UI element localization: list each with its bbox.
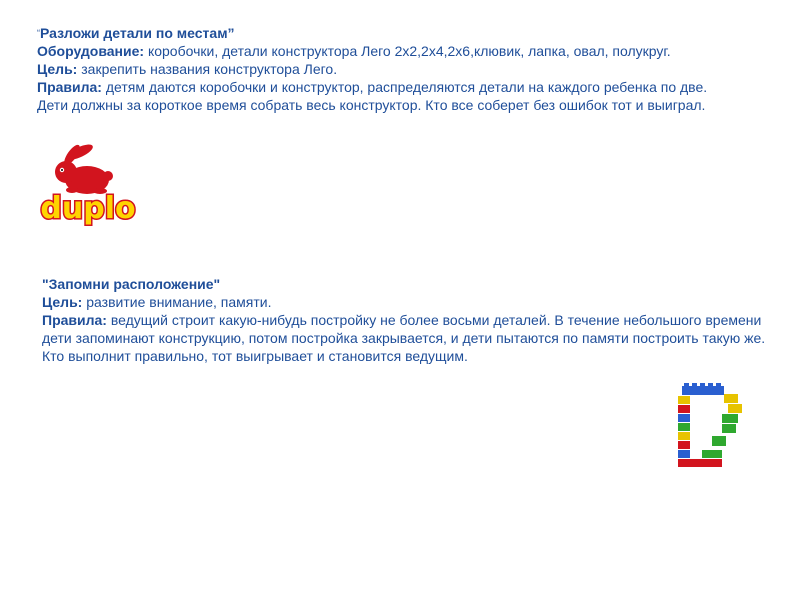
logo-text: duplo — [40, 191, 136, 226]
duplo-logo — [32, 138, 144, 230]
rules-text: ведущий строит какую-нибудь постройку не более восьми деталей. В течение небольшого времени дети запоминают конструкцию, потом постройка закрывается, и дети пытаются по памяти построить такую же. Кто выполнит правильно, тот выигрывает и становится ведущим. — [42, 312, 766, 364]
goal-label: Цель: — [42, 294, 83, 310]
game2-title: "Запомни расположение" — [42, 276, 221, 292]
rules-label: Правила: — [42, 312, 107, 328]
open-quote: “ — [37, 28, 40, 38]
equipment-text: коробочки, детали конструктора Лего 2x2,2x4,2x6,клювик, лапка, овал, полукруг. — [147, 43, 671, 59]
rules-label: Правила: — [37, 79, 102, 95]
game2-goal — [42, 293, 772, 311]
game2-block — [42, 275, 772, 365]
game1-title: “Разложи детали по местам” — [37, 25, 235, 41]
goal-text: закрепить названия конструктора Лего. — [81, 61, 338, 77]
goal-label: Цель: — [37, 61, 78, 77]
game1-block — [37, 24, 727, 114]
game1-equipment — [37, 42, 727, 60]
rabbit-icon — [55, 142, 113, 194]
goal-text: развитие внимание, памяти. — [86, 294, 272, 310]
game2-rules — [42, 311, 772, 365]
equipment-label: Оборудование: — [37, 43, 145, 59]
rules-text: детям даются коробочки и конструктор, распределяются детали на каждого ребенка по две. Дети должны за короткое время собрать весь конструктор. Кто все соберет без ошибок тот и выиграл. — [37, 79, 708, 113]
lego-construction-image — [672, 380, 752, 470]
game1-goal — [37, 60, 727, 78]
game1-rules — [37, 78, 727, 114]
